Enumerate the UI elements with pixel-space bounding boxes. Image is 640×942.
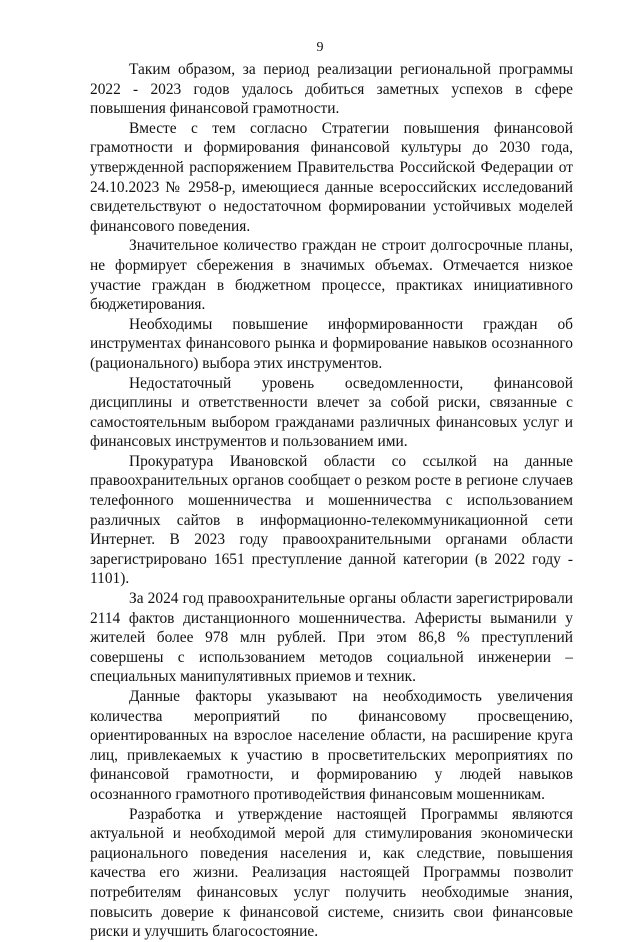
paragraph-2: Вместе с тем согласно Стратегии повышения финансовой грамотности и формирования финансовой культуры до 2030 года, утвержденной распоряжением Правительства Российской Федерации от 24.10.2023 № 2958-р, имеющиеся данные всероссийских исследований свидетельствуют о недостаточном формировании устойчивых моделей финансового поведения. [90,119,573,235]
paragraph-9: Разработка и утверждение настоящей Программы являются актуальной и необходимой мерой для стимулирования экономически рационального поведения населения и, как следствие, повышения качества его жизни. Реализация настоящей Программы позволит потребителям финансовых услуг получить необходимые знания, повысить доверие к финансовой системе, снизить свои финансовые риски и улучшить благосостояние. [90,805,573,941]
paragraph-5: Недостаточный уровень осведомленности, финансовой дисциплины и ответственности влечет за собой риски, связанные с самостоятельным выбором гражданами различных финансовых услуг и финансовых инструментов и пользованием ими. [90,374,573,451]
paragraph-8: Данные факторы указывают на необходимость увеличения количества мероприятий по финансовому просвещению, ориентированных на взрослое население области, на расширение круга лиц, привлекаемых к участию в просветительских мероприятиях по финансовой грамотности, и формированию у людей навыков осознанного грамотного противодействия финансовым мошенникам. [90,688,573,803]
paragraph-1: Таким образом, за период реализации региональной программы 2022 - 2023 годов удалось добиться заметных успехов в сфере повышения финансовой грамотности. [90,61,573,118]
document-body [90,60,573,942]
paragraph-6: Прокуратура Ивановской области со ссылкой на данные правоохранительных органов сообщает о резком росте в регионе случаев телефонного мошенничества и мошенничества с использованием различных сайтов в информационно-телекоммуникационной сети Интернет. В 2023 году правоохранительными органами области зарегистрировано 1651 преступление данной категории (в 2022 году - 1101). [90,452,573,588]
paragraph-7: За 2024 год правоохранительные органы области зарегистрировали 2114 фактов дистанционного мошенничества. Аферисты выманили у жителей более 978 млн рублей. При этом 86,8 % преступлений совершены с использованием методов социальной инженерии – специальных манипулятивных приемов и техник. [90,590,573,686]
paragraph-3: Значительное количество граждан не строит долгосрочные планы, не формирует сбережения в значимых объемах. Отмечается низкое участие граждан в бюджетном процессе, практиках инициативного бюджетирования. [90,237,573,314]
paragraph-4: Необходимы повышение информированности граждан об инструментах финансового рынка и формирование навыков осознанного (рационального) выбора этих инструментов. [90,315,573,372]
page-number: 9 [316,40,324,55]
